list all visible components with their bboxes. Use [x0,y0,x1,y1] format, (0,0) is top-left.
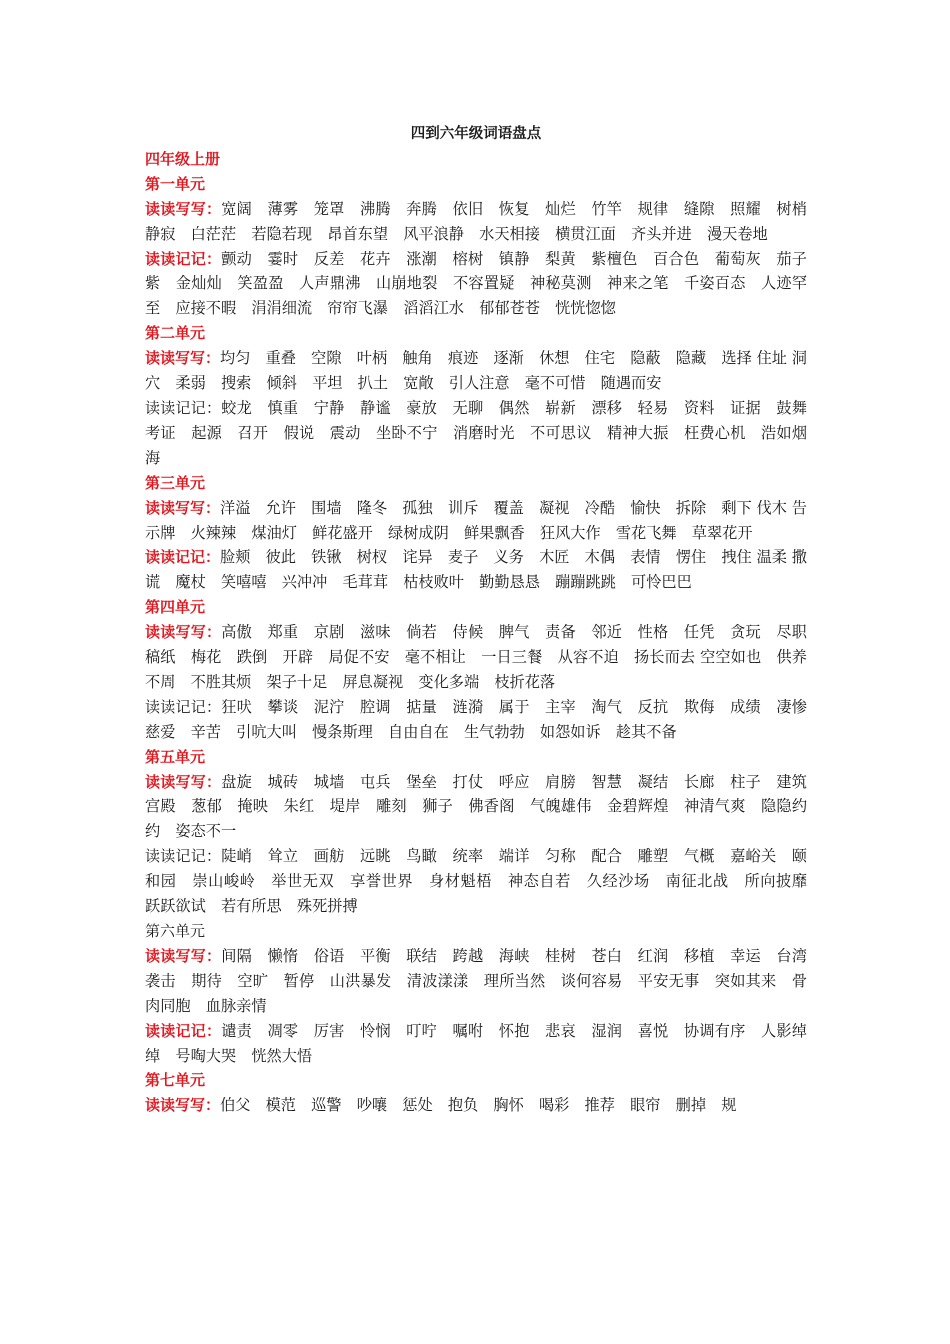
section-label: 读读记记： [145,847,222,866]
word-list [145,770,823,845]
unit-heading: 第四单元 [145,598,206,617]
word-list [145,944,823,1019]
section-label: 读读写写： [145,1096,221,1115]
page-title: 四到六年级词语盘点 [410,126,542,142]
word-list [145,496,807,546]
section-label: 读读记记： [145,1021,222,1040]
section-label: 读读写写： [145,498,221,517]
word-list [145,695,823,745]
unit-heading: 第三单元 [145,473,206,492]
word-text: 颤动 霎时 反差 花卉 涨潮 榕树 镇静 梨黄 紫檀色 百合色 葡萄灰 茄子紫 金灿灿 笑盈盈 人声鼎沸 山崩地裂 不容置疑 神秘莫测 神来之笔 千姿百态 人迹罕至 应接不暇 涓涓细流 帘帘飞瀑 滔滔江水 郁郁苍苍 恍恍惚惚 [145,249,807,318]
word-list [145,1093,807,1118]
document-page [145,122,823,1118]
unit-heading: 第七单元 [145,1071,206,1090]
unit-heading: 第二单元 [145,324,206,343]
section-label: 读读记记： [145,249,222,268]
section-label: 读读写写： [145,199,222,218]
word-text: 洋溢 允许 围墙 隆冬 孤独 训斥 覆盖 凝视 冷酷 愉快 拆除 剩下 伐木 告示牌 火辣辣 煤油灯 鲜花盛开 绿树成阴 鲜果飘香 狂风大作 雪花飞舞 草翠花开 [145,498,807,542]
unit-heading: 第一单元 [145,174,206,193]
word-list [145,620,807,695]
unit-heading: 第六单元 [145,922,206,940]
word-text: 伯父 模范 巡警 吵嚷 惩处 抱负 胸怀 喝彩 推荐 眼帘 删掉 规 [220,1096,737,1115]
word-text: 均匀 重叠 空隙 叶柄 触角 痕迹 逐渐 休想 住宅 隐蔽 隐藏 选择 住址 洞穴 柔弱 搜索 倾斜 平坦 扒土 宽敞 引人注意 毫不可惜 随遇而安 [145,349,807,393]
word-list [145,197,823,247]
section-label: 读读写写： [145,946,222,965]
section-label: 读读记记： [145,548,221,567]
unit-heading: 第五单元 [145,747,206,766]
word-list [145,396,823,471]
grade-heading: 四年级上册 [145,149,221,168]
word-text: 陡峭 耸立 画舫 远眺 鸟瞰 统率 端详 匀称 配合 雕塑 气概 嘉峪关 颐和园 崇山峻岭 举世无双 享誉世界 身材魁梧 神态自若 久经沙场 南征北战 所向披靡 跃跃欲试 若有所思 殊死拼搏 [145,847,823,916]
word-text: 蛟龙 慎重 宁静 静谧 豪放 无聊 偶然 崭新 漂移 轻易 资料 证据 鼓舞 考证 起源 召开 假说 震动 坐卧不宁 消磨时光 不可思议 精神大振 枉费心机 浩如烟海 [145,398,823,467]
section-label: 读读写写： [145,623,222,642]
section-label: 读读记记： [145,398,222,417]
word-text: 宽阔 薄雾 笼罩 沸腾 奔腾 依旧 恢复 灿烂 竹竿 规律 缝隙 照耀 树梢 静寂 白茫茫 若隐若现 昂首东望 风平浪静 水天相接 横贯江面 齐头并进 漫天卷地 [145,199,823,243]
word-text: 脸颊 彼此 铁锹 树杈 诧异 麦子 义务 木匠 木偶 表情 愣住 拽住 温柔 撒谎 魔杖 笑嘻嘻 兴冲冲 毛茸茸 枯枝败叶 勤勤恳恳 蹦蹦跳跳 可怜巴巴 [145,548,807,592]
word-text: 狂吠 攀谈 泥泞 腔调 掂量 涟漪 属于 主宰 淘气 反抗 欺侮 成绩 凄惨 慈爱 辛苦 引吭大叫 慢条斯理 自由自在 生气勃勃 如怨如诉 趁其不备 [145,697,823,741]
word-text: 间隔 懒惰 俗语 平衡 联结 跨越 海峡 桂树 苍白 红润 移植 幸运 台湾 袭击 期待 空旷 暂停 山洪暴发 清波漾漾 理所当然 谈何容易 平安无事 突如其来 骨肉同胞 血脉亲情 [145,946,823,1015]
word-list [145,247,807,322]
section-label: 读读记记： [145,697,222,716]
word-list [145,844,823,919]
word-text: 盘旋 城砖 城墙 屯兵 堡垒 打仗 呼应 肩膀 智慧 凝结 长廊 柱子 建筑 宫殿 葱郁 掩映 朱红 堤岸 雕刻 狮子 佛香阁 气魄雄伟 金碧辉煌 神清气爽 隐隐约约 姿态不一 [145,772,823,841]
section-label: 读读写写： [145,349,221,368]
word-list [145,545,807,595]
word-text: 高傲 郑重 京剧 滋味 倘若 侍候 脾气 责备 邻近 性格 任凭 贪玩 尽职 稿纸 梅花 跌倒 开辟 局促不安 毫不相让 一日三餐 从容不迫 扬长而去 空空如也 供养不周 不胜其烦 架子十足 屏息凝视 变化多端 枝折花落 [145,623,807,691]
word-list [145,346,807,396]
word-text: 谴责 凋零 厉害 怜悯 叮咛 嘱咐 怀抱 悲哀 湿润 喜悦 协调有序 人影绰绰 号啕大哭 恍然大悟 [145,1021,807,1065]
word-list [145,1019,807,1069]
section-label: 读读写写： [145,772,222,791]
